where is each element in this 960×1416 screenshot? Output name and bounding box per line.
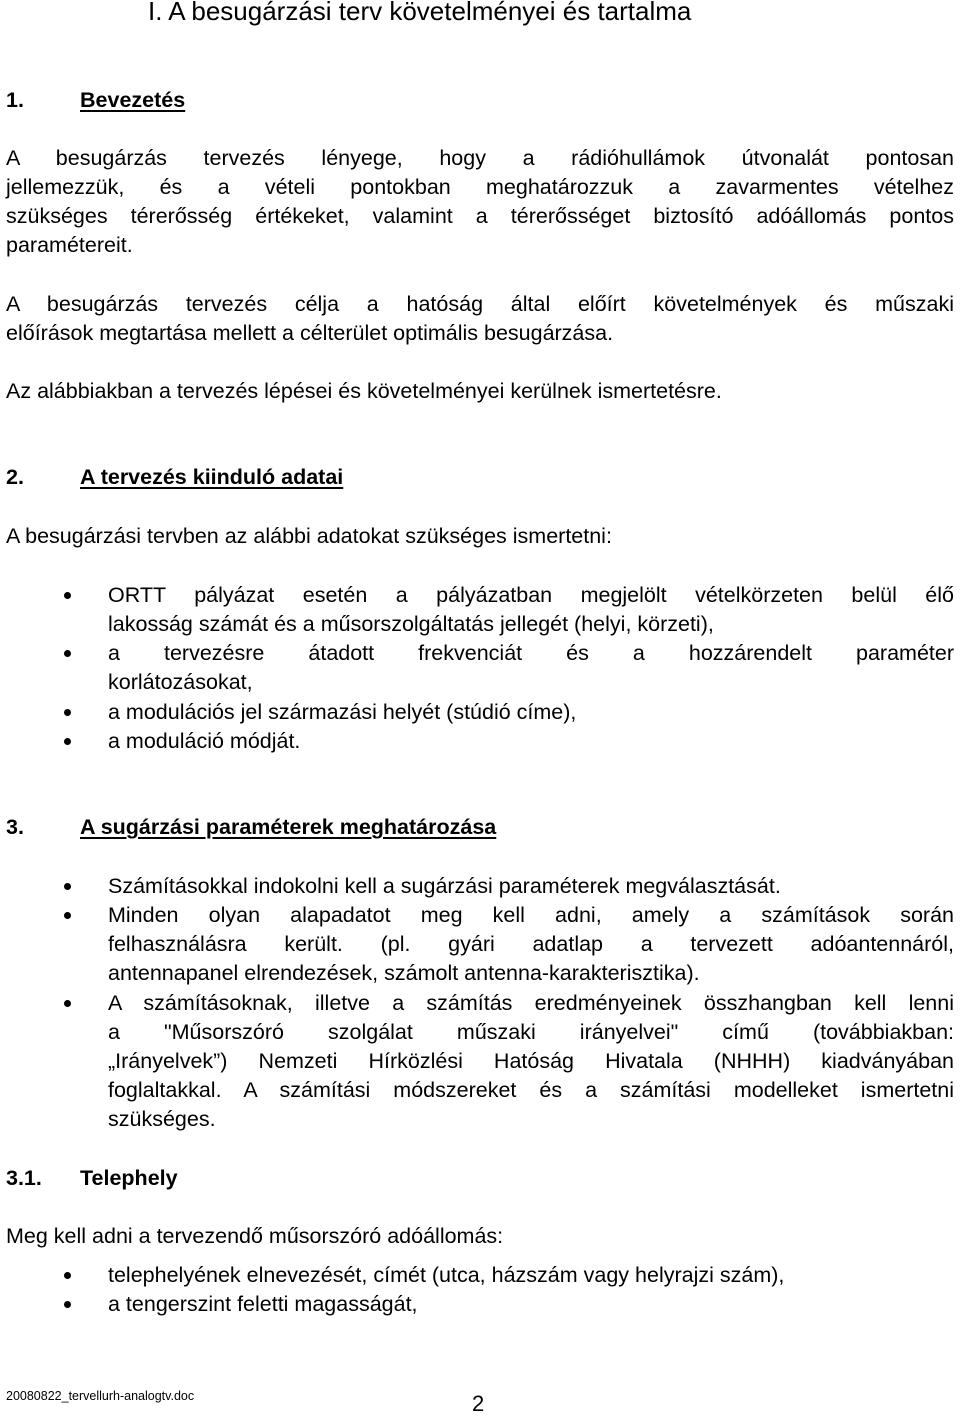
sec1-p2-line: A besugárzás tervezés célja a hatóság által előírt követelmények és műszaki xyxy=(6,292,954,316)
sec2-intro: A besugárzási tervben az alábbi adatokat szükséges ismertetni: xyxy=(6,524,612,548)
sec1-p1-line: szükséges térerősség értékeket, valamint a térerősséget biztosító adóállomás pontos xyxy=(6,204,954,228)
sec1-p1-line: jellemezzük, és a vételi pontokban meghatározzuk a zavarmentes vételhez xyxy=(6,175,954,199)
sec31-bullet-line: telephelyének elnevezését, címét (utca, házszám vagy helyrajzi szám), xyxy=(108,1263,785,1287)
page-number: 2 xyxy=(472,1391,485,1416)
sec3-bullet-line: Minden olyan alapadatot meg kell adni, amely a számítások során xyxy=(108,903,954,927)
sec2-bullet-line: ORTT pályázat esetén a pályázatban megjelölt vételkörzeten belül élő xyxy=(108,583,954,607)
section-3-number: 3. xyxy=(6,815,24,839)
sec31-intro: Meg kell adni a tervezendő műsorszóró adóállomás: xyxy=(6,1224,504,1248)
section-2-heading: A tervezés kiinduló adatai xyxy=(80,465,344,489)
sec1-p3: Az alábbiakban a tervezés lépései és követelményei kerülnek ismertetésre. xyxy=(6,379,722,403)
sec3-bullet-line: antennapanel elrendezések, számolt antenna-karakterisztika). xyxy=(108,961,700,985)
section-3-heading: A sugárzási paraméterek meghatározása xyxy=(80,815,497,839)
bullet-icon xyxy=(64,738,71,745)
sec31-bullet-line: a tengerszint feletti magasságát, xyxy=(108,1292,418,1316)
section-1-heading: Bevezetés xyxy=(80,88,186,112)
sec1-p1-line: A besugárzás tervezés lényege, hogy a rádióhullámok útvonalát pontosan xyxy=(6,146,954,170)
bullet-icon xyxy=(64,883,71,890)
page-title: I. A besugárzási terv követelményei és tartalma xyxy=(148,0,692,26)
sec1-p2-line: előírások megtartása mellett a célterület optimális besugárzása. xyxy=(6,321,614,345)
sec3-bullet-line: „Irányelvek”) Nemzeti Hírközlési Hatóság Hivatala (NHHH) kiadványában xyxy=(108,1049,954,1073)
section-1-number: 1. xyxy=(6,88,24,112)
bullet-icon xyxy=(64,1301,71,1308)
bullet-icon xyxy=(64,592,71,599)
section-2-number: 2. xyxy=(6,465,24,489)
sec3-bullet-line: szükséges. xyxy=(108,1107,216,1131)
sec3-bullet-line: felhasználásra került. (pl. gyári adatlap a tervezett adóantennáról, xyxy=(108,932,954,956)
bullet-icon xyxy=(64,709,71,716)
sec2-bullet-line: a modulációs jel származási helyét (stúdió címe), xyxy=(108,700,577,724)
bullet-icon xyxy=(64,650,71,657)
sec2-bullet-line: lakosság számát és a műsorszolgáltatás jellegét (helyi, körzeti), xyxy=(108,612,714,636)
sec2-bullet-line: a moduláció módját. xyxy=(108,729,301,753)
sec1-p1-line: paramétereit. xyxy=(6,233,133,257)
sec3-bullet-line: A számításoknak, illetve a számítás eredményeinek összhangban kell lenni xyxy=(108,991,954,1015)
sec3-bullet-line: a "Műsorszóró szolgálat műszaki irányelvei" című (továbbiakban: xyxy=(108,1020,954,1044)
sec3-bullet-line: Számításokkal indokolni kell a sugárzási paraméterek megválasztását. xyxy=(108,874,781,898)
sec2-bullet-line: korlátozásokat, xyxy=(108,670,253,694)
bullet-icon xyxy=(64,912,71,919)
section-3-1-heading: Telephely xyxy=(80,1166,178,1190)
bullet-icon xyxy=(64,1272,71,1279)
bullet-icon xyxy=(64,1000,71,1007)
sec3-bullet-line: foglaltakkal. A számítási módszereket és a számítási modelleket ismertetni xyxy=(108,1078,954,1102)
footer-filename: 20080822_tervellurh-analogtv.doc xyxy=(6,1389,195,1403)
sec2-bullet-line: a tervezésre átadott frekvenciát és a hozzárendelt paraméter xyxy=(108,641,954,665)
section-3-1-number: 3.1. xyxy=(6,1166,42,1190)
